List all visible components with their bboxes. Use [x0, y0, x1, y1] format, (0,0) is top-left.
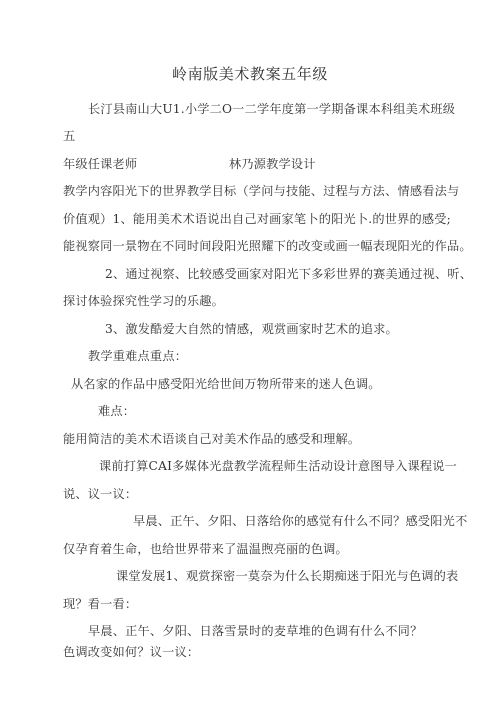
- text-line-3b: 林乃源教学设计: [229, 157, 316, 171]
- text-line-1: 长汀县南山大U1.小学二O一二学年度第一学期备课本科组美术班级: [88, 102, 456, 116]
- text-line-12: 难点：: [98, 404, 136, 418]
- text-line-19: 现？看一看：: [63, 597, 138, 611]
- text-line-6: 能视察同一景物在不同时间段阳光照耀下的改变或画一幅表现阳光的作品。: [63, 239, 472, 253]
- text-line-8: 探讨体验探究性学习的乐趣。: [63, 294, 225, 308]
- text-line-15: 说、议一议：: [63, 487, 138, 501]
- text-line-4: 教学内容阳光下的世界教学目标（学问与技能、过程与方法、情感看法与: [63, 184, 460, 198]
- text-line-3a: 年级任课老师: [63, 157, 138, 171]
- text-line-9: 3、激发酷爱大自然的情感，观赏画家时艺术的追求。: [105, 322, 398, 336]
- text-line-18: 课堂发展1、观赏探密一莫奈为什么长期痴迷于阳光与色调的表: [116, 569, 459, 583]
- text-line-13: 能用简洁的美术术语谈自己对美术作品的感受和理解。: [63, 432, 361, 446]
- text-line-20: 早晨、正午、夕阳、日落雪景时的麦草堆的色调有什么不同？: [88, 624, 423, 638]
- text-line-11: 从名家的作品中感受阳光给世间万物所带来的迷人色调。: [71, 377, 381, 391]
- text-line-16: 早晨、正午、夕阳、日落给你的感觉有什么不同？感受阳光不: [133, 514, 468, 528]
- text-line-14: 课前打算CAI多媒体光盘教学流程师生活动设计意图导入课程说一: [99, 459, 458, 473]
- text-line-21: 色调改变如何？议一议：: [63, 645, 200, 659]
- text-line-10: 教学重难点重点：: [88, 349, 188, 363]
- document-title: 岭南版美术教案五年级: [171, 65, 328, 83]
- text-line-17: 仅孕育着生命，也给世界带来了温温煦亮丽的色调。: [63, 542, 348, 556]
- text-line-5: 价值观）1、能用美术术语说出自己对画家笔卜的阳光卜.的世界的感受;: [63, 212, 451, 226]
- text-line-2: 五: [63, 129, 76, 143]
- text-line-7: 2、通过视察、比较感受画家对阳光下多彩世界的赛美通过视、听、: [105, 267, 473, 281]
